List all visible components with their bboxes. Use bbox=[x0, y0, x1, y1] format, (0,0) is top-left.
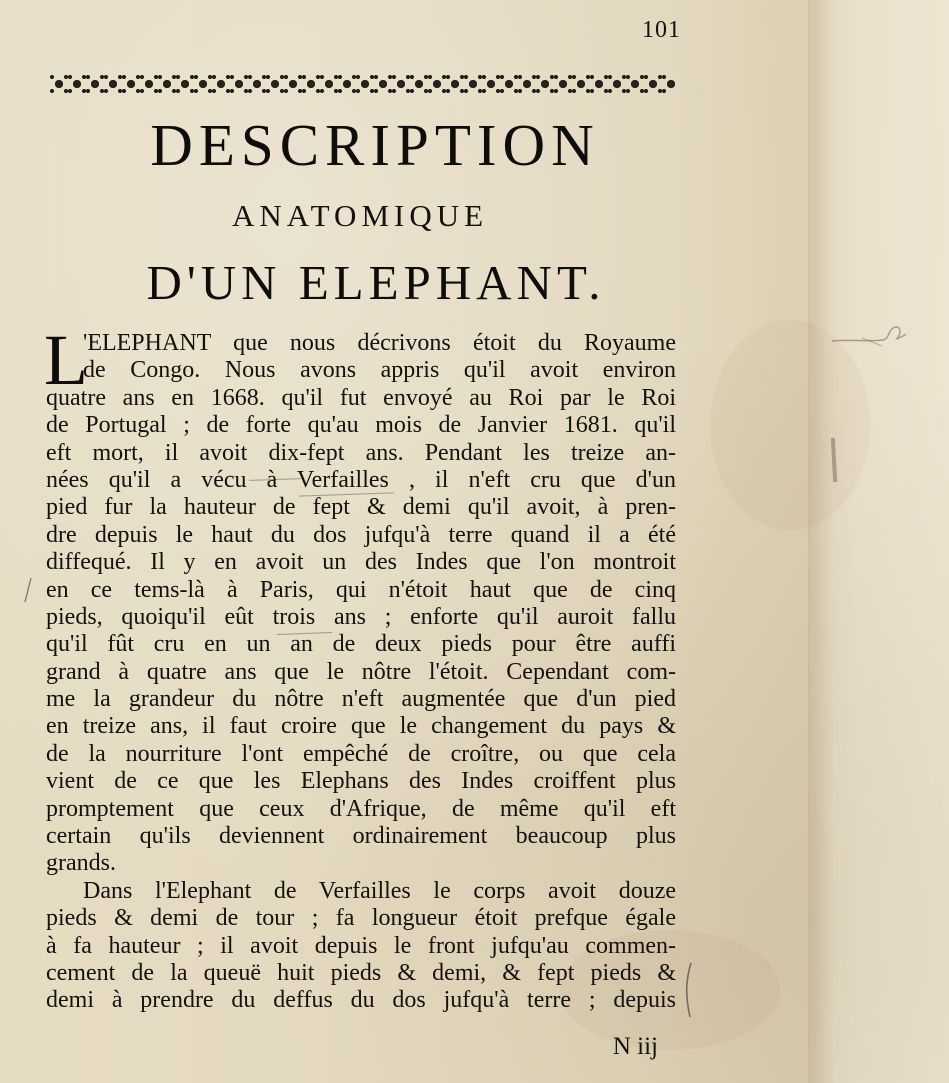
text-line: à fa hauteur ; il avoit depuis le front jufqu'au commen- bbox=[46, 932, 676, 959]
pencil-margin-bracket bbox=[681, 961, 697, 1019]
text-line: eft mort, il avoit dix-fept ans. Pendant les treize an- bbox=[46, 439, 676, 466]
text-line: qu'il fût cru en un an de deux pieds pour être auffi bbox=[46, 631, 676, 658]
catchword: N iij bbox=[612, 1033, 658, 1060]
text-line: 'ELEPHANT que nous décrivons étoit du Royaume bbox=[83, 330, 676, 356]
main-title: DESCRIPTION bbox=[150, 112, 600, 178]
text-line: dre depuis le haut du dos jufqu'à terre quand il a été bbox=[46, 521, 676, 548]
text-line: de la nourriture l'ont empêché de croître, ou que cela bbox=[46, 740, 676, 767]
elephant-title: D'UN ELEPHANT. bbox=[146, 255, 606, 310]
text-line: certain qu'ils deviennent ordinairement beaucoup plus bbox=[46, 823, 676, 850]
text-line: de Portugal ; de forte qu'au mois de Janvier 1681. qu'il bbox=[46, 412, 676, 439]
text-line: vient de ce que les Elephans des Indes croiffent plus bbox=[46, 768, 676, 795]
text-line: en ce tems-là à Paris, qui n'étoit haut que de cinq bbox=[46, 576, 676, 603]
text-line: pieds, quoiqu'il eût trois ans ; enforte qu'il auroit fallu bbox=[46, 603, 676, 630]
header-ornament-band bbox=[50, 74, 676, 98]
text-line: nées qu'il a vécu à Verfailles , il n'eft cru que d'un bbox=[46, 466, 676, 493]
text-line: Dans l'Elephant de Verfailles le corps avoit douze bbox=[83, 877, 676, 904]
text-line: me la grandeur du nôtre n'eft augmentée que d'un pied bbox=[46, 686, 676, 713]
text-line: promptement que ceux d'Afrique, de même qu'il eft bbox=[46, 795, 676, 822]
text-line: grands. bbox=[46, 850, 116, 877]
text-line: demi à prendre du deffus du dos jufqu'à terre ; depuis bbox=[46, 987, 676, 1014]
text-line: cement de la queuë huit pieds & demi, & fept pieds & bbox=[46, 959, 676, 986]
paper-stain bbox=[710, 320, 870, 530]
text-line: quatre ans en 1668. qu'il fut envoyé au Roi par le Roi bbox=[46, 384, 676, 411]
page-edge-shadow bbox=[808, 0, 949, 1083]
text-line: en treize ans, il faut croire que le changement du pays & bbox=[46, 713, 676, 740]
text-line: diffequé. Il y en avoit un des Indes que l'on montroit bbox=[46, 549, 676, 576]
body-text bbox=[44, 320, 676, 1015]
pencil-margin-mark bbox=[830, 322, 908, 350]
page-number: 101 bbox=[642, 17, 681, 43]
text-line: pied fur la hauteur de fept & demi qu'il avoit, à pren- bbox=[46, 494, 676, 521]
text-line: pieds & demi de tour ; fa longueur étoit prefque égale bbox=[46, 905, 676, 932]
text-line: de Congo. Nous avons appris qu'il avoit environ bbox=[83, 357, 676, 384]
text-line: grand à quatre ans que le nôtre l'étoit. Cependant com- bbox=[46, 658, 676, 685]
pencil-margin-tick bbox=[23, 576, 33, 604]
drop-cap: L bbox=[44, 320, 88, 400]
subtitle: ANATOMIQUE bbox=[231, 198, 489, 233]
